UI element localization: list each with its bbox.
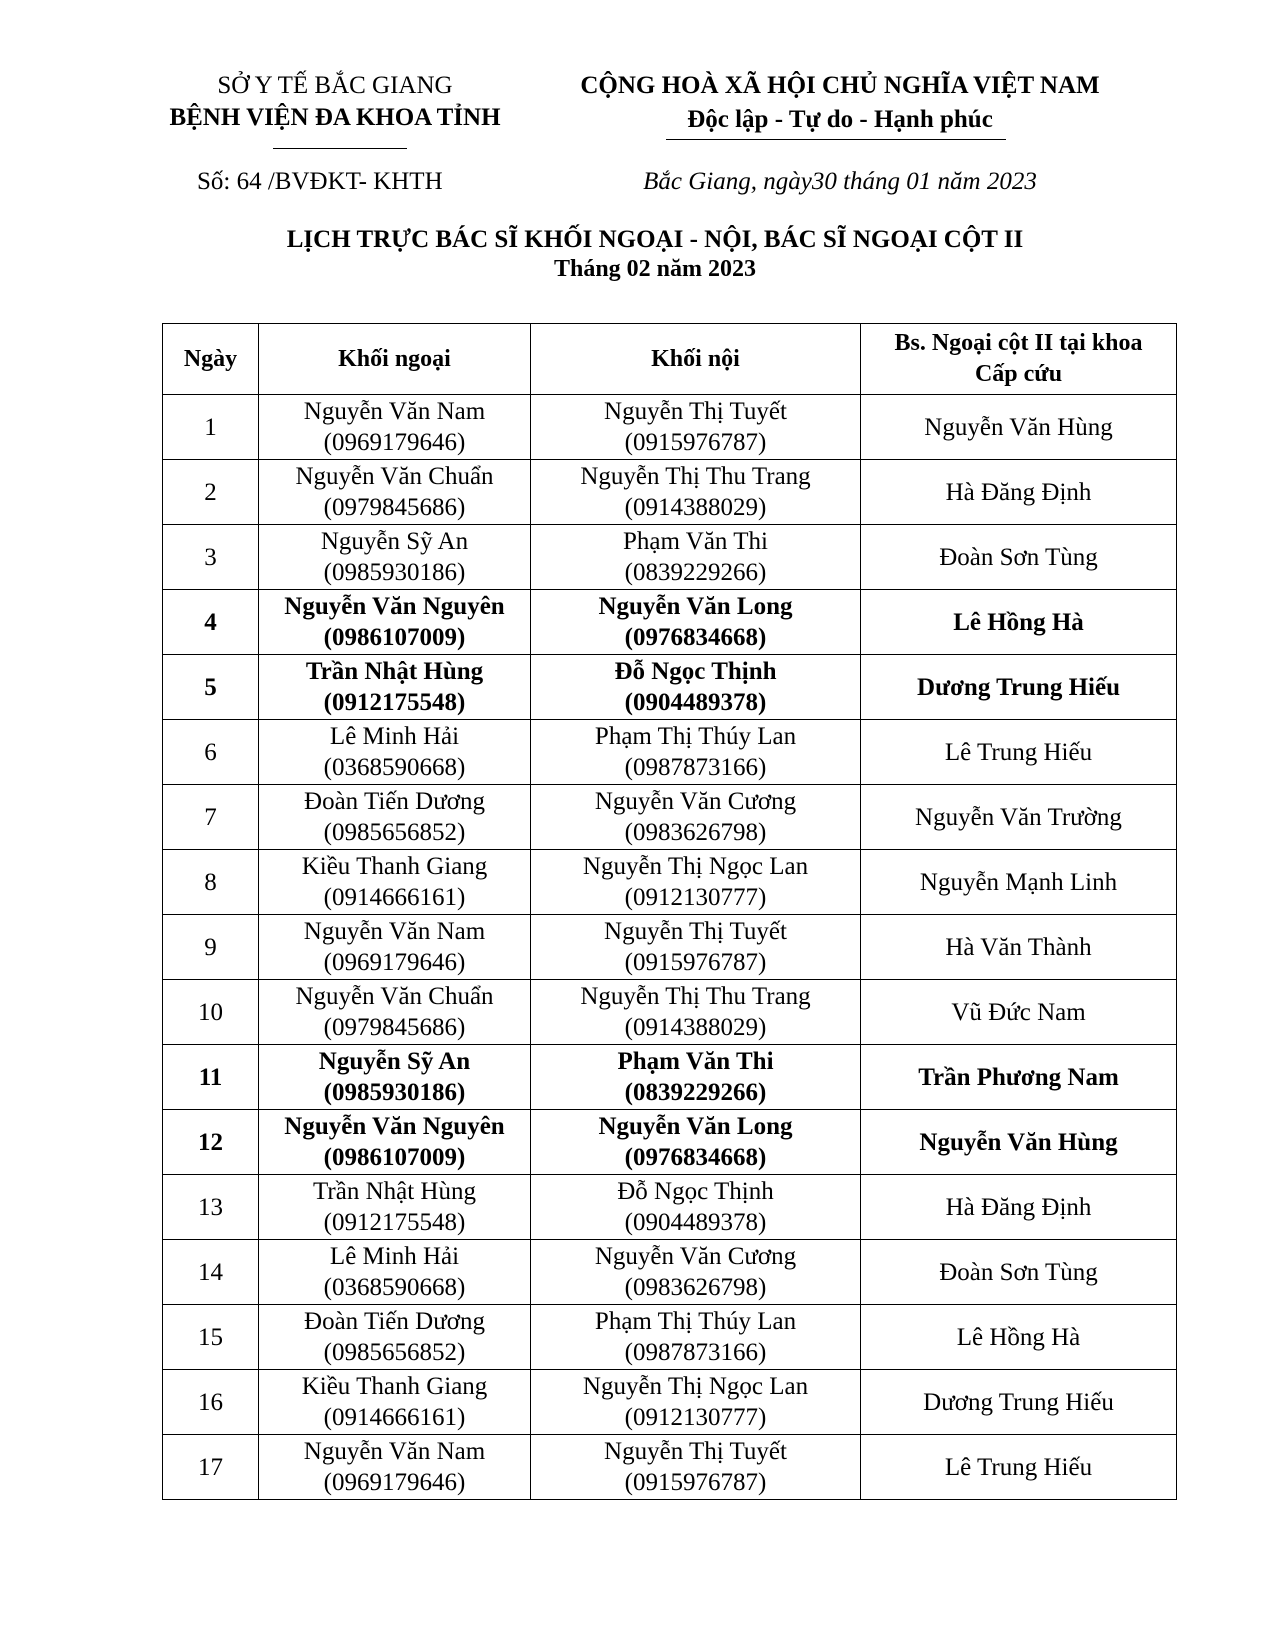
surgical-cell xyxy=(259,915,531,980)
surgical-doctor-phone: (0986107009) xyxy=(323,1144,466,1171)
table-row xyxy=(163,915,1177,980)
internal-doctor-name: Nguyễn Thị Ngọc Lan xyxy=(582,853,809,880)
header-day: Ngày xyxy=(163,324,259,395)
national-motto: Độc lập - Tự do - Hạnh phúc xyxy=(687,106,993,133)
surgical-doctor-phone: (0986107009) xyxy=(323,624,466,651)
day-cell: 8 xyxy=(163,850,259,915)
table-row xyxy=(163,525,1177,590)
table-row xyxy=(163,1110,1177,1175)
er-doctor-cell: Vũ Đức Nam xyxy=(861,980,1177,1045)
header-er-line2: Cấp cứu xyxy=(974,361,1063,387)
surgical-doctor-phone: (0914666161) xyxy=(323,1404,466,1431)
internal-doctor-phone: (0983626798) xyxy=(624,1274,767,1301)
internal-doctor-phone: (0915976787) xyxy=(624,949,767,976)
internal-doctor-name: Phạm Văn Thi xyxy=(617,1048,774,1075)
surgical-cell xyxy=(259,785,531,850)
internal-doctor-phone: (0839229266) xyxy=(624,559,767,586)
day-cell: 16 xyxy=(163,1370,259,1435)
internal-cell xyxy=(531,460,861,525)
er-doctor-cell: Trần Phương Nam xyxy=(861,1045,1177,1110)
surgical-doctor-name: Nguyễn Văn Chuẩn xyxy=(295,463,494,490)
header-er-line1: Bs. Ngoại cột II tại khoa xyxy=(894,330,1143,356)
surgical-doctor-name: Nguyễn Văn Chuẩn xyxy=(295,983,494,1010)
motto-underline xyxy=(666,139,1006,140)
surgical-doctor-phone: (0912175548) xyxy=(323,1209,466,1236)
table-row xyxy=(163,720,1177,785)
surgical-doctor-phone: (0969179646) xyxy=(323,1469,466,1496)
internal-doctor-name: Nguyễn Thị Tuyết xyxy=(604,398,787,425)
internal-doctor-name: Nguyễn Thị Ngọc Lan xyxy=(582,1373,809,1400)
surgical-doctor-name: Nguyễn Sỹ An xyxy=(320,528,469,555)
internal-cell xyxy=(531,1370,861,1435)
internal-cell xyxy=(531,980,861,1045)
table-row xyxy=(163,1305,1177,1370)
internal-cell xyxy=(531,1240,861,1305)
internal-cell xyxy=(531,525,861,590)
surgical-cell xyxy=(259,1175,531,1240)
internal-doctor-name: Phạm Thị Thúy Lan xyxy=(594,1308,797,1335)
day-cell: 15 xyxy=(163,1305,259,1370)
surgical-doctor-name: Trần Nhật Hùng xyxy=(313,1178,476,1205)
er-doctor-cell: Lê Hồng Hà xyxy=(861,1305,1177,1370)
surgical-doctor-name: Nguyễn Văn Nam xyxy=(303,398,486,425)
surgical-cell xyxy=(259,1045,531,1110)
internal-doctor-phone: (0915976787) xyxy=(624,1469,767,1496)
day-cell: 6 xyxy=(163,720,259,785)
table-row xyxy=(163,980,1177,1045)
table-row xyxy=(163,395,1177,460)
surgical-doctor-name: Kiều Thanh Giang xyxy=(301,1373,488,1400)
internal-cell xyxy=(531,655,861,720)
surgical-cell xyxy=(259,1305,531,1370)
internal-doctor-phone: (0976834668) xyxy=(624,1144,767,1171)
surgical-cell xyxy=(259,590,531,655)
er-doctor-cell: Dương Trung Hiếu xyxy=(861,1370,1177,1435)
surgical-doctor-phone: (0979845686) xyxy=(323,1014,466,1041)
surgical-doctor-phone: (0914666161) xyxy=(323,884,466,911)
internal-doctor-name: Nguyễn Thị Tuyết xyxy=(604,918,787,945)
internal-doctor-phone: (0914388029) xyxy=(624,494,767,521)
day-cell: 4 xyxy=(163,590,259,655)
surgical-doctor-name: Nguyễn Sỹ An xyxy=(318,1048,471,1075)
surgical-cell xyxy=(259,720,531,785)
surgical-doctor-phone: (0985656852) xyxy=(323,819,466,846)
day-cell: 11 xyxy=(163,1045,259,1110)
internal-cell xyxy=(531,590,861,655)
document-date: Bắc Giang, ngày30 tháng 01 năm 2023 xyxy=(643,168,1037,195)
surgical-doctor-phone: (0985656852) xyxy=(323,1339,466,1366)
table-row xyxy=(163,1435,1177,1500)
surgical-cell xyxy=(259,1110,531,1175)
internal-cell xyxy=(531,850,861,915)
duty-roster-table xyxy=(162,323,1177,1500)
er-doctor-cell: Lê Trung Hiếu xyxy=(861,1435,1177,1500)
surgical-doctor-name: Nguyễn Văn Nam xyxy=(303,918,486,945)
internal-doctor-name: Đỗ Ngọc Thịnh xyxy=(614,658,777,685)
surgical-doctor-name: Nguyễn Văn Nguyên xyxy=(284,593,505,620)
surgical-doctor-name: Trần Nhật Hùng xyxy=(305,658,484,685)
er-doctor-cell: Hà Đăng Định xyxy=(861,1175,1177,1240)
table-body xyxy=(163,395,1177,1500)
internal-cell xyxy=(531,1045,861,1110)
surgical-doctor-phone: (0985930186) xyxy=(323,1079,466,1106)
surgical-doctor-name: Nguyễn Văn Nam xyxy=(303,1438,486,1465)
internal-doctor-phone: (0904489378) xyxy=(624,689,767,716)
day-cell: 3 xyxy=(163,525,259,590)
er-doctor-cell: Lê Hồng Hà xyxy=(861,590,1177,655)
er-doctor-cell: Dương Trung Hiếu xyxy=(861,655,1177,720)
day-cell: 9 xyxy=(163,915,259,980)
table-row xyxy=(163,590,1177,655)
hospital-name: BỆNH VIỆN ĐA KHOA TỈNH xyxy=(169,104,501,131)
internal-doctor-name: Nguyễn Văn Long xyxy=(598,593,793,620)
day-cell: 5 xyxy=(163,655,259,720)
internal-cell xyxy=(531,1175,861,1240)
internal-doctor-phone: (0839229266) xyxy=(624,1079,767,1106)
er-doctor-cell: Nguyễn Văn Trường xyxy=(861,785,1177,850)
surgical-doctor-phone: (0368590668) xyxy=(323,754,466,781)
surgical-doctor-name: Nguyễn Văn Nguyên xyxy=(284,1113,505,1140)
internal-doctor-phone: (0987873166) xyxy=(624,1339,767,1366)
day-cell: 7 xyxy=(163,785,259,850)
internal-doctor-phone: (0976834668) xyxy=(624,624,767,651)
internal-cell xyxy=(531,915,861,980)
er-doctor-cell: Nguyễn Văn Hùng xyxy=(861,395,1177,460)
table-header-row xyxy=(163,324,1177,395)
surgical-doctor-phone: (0969179646) xyxy=(323,429,466,456)
surgical-doctor-phone: (0985930186) xyxy=(323,559,466,586)
er-doctor-cell: Đoàn Sơn Tùng xyxy=(861,525,1177,590)
surgical-cell xyxy=(259,1240,531,1305)
surgical-cell xyxy=(259,1435,531,1500)
internal-cell xyxy=(531,395,861,460)
internal-doctor-phone: (0983626798) xyxy=(624,819,767,846)
internal-cell xyxy=(531,785,861,850)
er-doctor-cell: Hà Đăng Định xyxy=(861,460,1177,525)
internal-doctor-name: Nguyễn Văn Long xyxy=(598,1113,793,1140)
internal-doctor-name: Nguyễn Văn Cương xyxy=(594,788,797,815)
internal-cell xyxy=(531,1435,861,1500)
internal-doctor-phone: (0912130777) xyxy=(624,1404,767,1431)
er-doctor-cell: Lê Trung Hiếu xyxy=(861,720,1177,785)
surgical-doctor-phone: (0912175548) xyxy=(323,689,466,716)
internal-doctor-phone: (0915976787) xyxy=(624,429,767,456)
internal-doctor-name: Nguyễn Văn Cương xyxy=(594,1243,797,1270)
surgical-cell xyxy=(259,395,531,460)
surgical-cell xyxy=(259,850,531,915)
internal-doctor-phone: (0904489378) xyxy=(624,1209,767,1236)
surgical-doctor-phone: (0368590668) xyxy=(323,1274,466,1301)
internal-cell xyxy=(531,1305,861,1370)
surgical-cell xyxy=(259,460,531,525)
internal-doctor-phone: (0912130777) xyxy=(624,884,767,911)
surgical-doctor-phone: (0969179646) xyxy=(323,949,466,976)
header-surgical: Khối ngoại xyxy=(259,324,531,395)
surgical-doctor-name: Đoàn Tiến Dương xyxy=(304,1308,485,1335)
day-cell: 2 xyxy=(163,460,259,525)
surgical-cell xyxy=(259,1370,531,1435)
internal-doctor-name: Nguyễn Thị Thu Trang xyxy=(580,463,811,490)
document-title: LỊCH TRỰC BÁC SĨ KHỐI NGOẠI - NỘI, BÁC SĨ NGOẠI CỘT II xyxy=(286,226,1024,253)
day-cell: 13 xyxy=(163,1175,259,1240)
surgical-doctor-name: Lê Minh Hải xyxy=(329,1243,460,1270)
day-cell: 1 xyxy=(163,395,259,460)
er-doctor-cell: Nguyễn Văn Hùng xyxy=(861,1110,1177,1175)
internal-cell xyxy=(531,1110,861,1175)
table-row xyxy=(163,460,1177,525)
table-row xyxy=(163,655,1177,720)
header-er xyxy=(861,324,1177,395)
internal-doctor-name: Đỗ Ngọc Thịnh xyxy=(617,1178,774,1205)
document-subtitle: Tháng 02 năm 2023 xyxy=(553,256,757,282)
national-title: CỘNG HOÀ XÃ HỘI CHỦ NGHĨA VIỆT NAM xyxy=(580,72,1100,99)
internal-doctor-phone: (0914388029) xyxy=(624,1014,767,1041)
org-underline xyxy=(273,148,407,149)
surgical-doctor-phone: (0979845686) xyxy=(323,494,466,521)
table-row xyxy=(163,1240,1177,1305)
table-row xyxy=(163,850,1177,915)
header-internal: Khối nội xyxy=(531,324,861,395)
table-row xyxy=(163,785,1177,850)
internal-doctor-name: Nguyễn Thị Tuyết xyxy=(604,1438,787,1465)
table-row xyxy=(163,1175,1177,1240)
er-doctor-cell: Nguyễn Mạnh Linh xyxy=(861,850,1177,915)
internal-doctor-phone: (0987873166) xyxy=(624,754,767,781)
er-doctor-cell: Đoàn Sơn Tùng xyxy=(861,1240,1177,1305)
document-number: Số: 64 /BVĐKT- KHTH xyxy=(197,168,443,195)
surgical-doctor-name: Kiều Thanh Giang xyxy=(301,853,488,880)
surgical-cell xyxy=(259,980,531,1045)
surgical-cell xyxy=(259,655,531,720)
internal-doctor-name: Nguyễn Thị Thu Trang xyxy=(580,983,811,1010)
table-row xyxy=(163,1370,1177,1435)
internal-cell xyxy=(531,720,861,785)
organization-name: SỞ Y TẾ BẮC GIANG xyxy=(217,72,453,99)
internal-doctor-name: Phạm Văn Thi xyxy=(623,528,768,555)
er-doctor-cell: Hà Văn Thành xyxy=(861,915,1177,980)
surgical-doctor-name: Đoàn Tiến Dương xyxy=(304,788,485,815)
internal-doctor-name: Phạm Thị Thúy Lan xyxy=(594,723,797,750)
surgical-doctor-name: Lê Minh Hải xyxy=(329,723,460,750)
day-cell: 14 xyxy=(163,1240,259,1305)
table-row xyxy=(163,1045,1177,1110)
day-cell: 10 xyxy=(163,980,259,1045)
surgical-cell xyxy=(259,525,531,590)
day-cell: 17 xyxy=(163,1435,259,1500)
day-cell: 12 xyxy=(163,1110,259,1175)
